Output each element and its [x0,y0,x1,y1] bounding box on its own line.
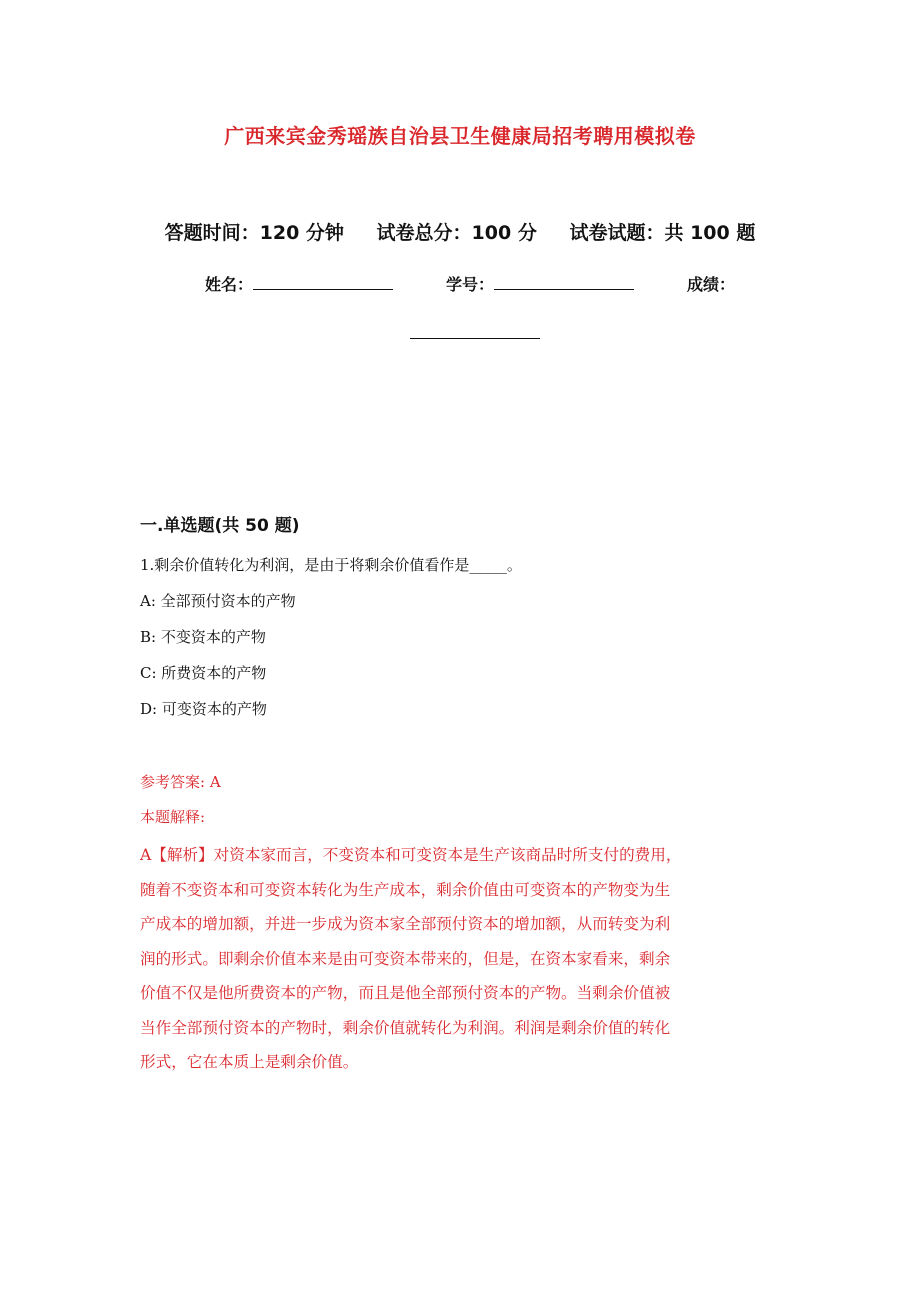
id-field [446,272,634,295]
page-title: 广西来宾金秀瑶族自治县卫生健康局招考聘用模拟卷 [224,124,696,148]
question-stem: 1.剩余价值转化为利润，是由于将剩余价值看作是_____。 [140,556,522,574]
name-field [205,272,393,295]
explanation-line: 产成本的增加额，并进一步成为资本家全部预付资本的增加额，从而转变为利 [140,915,671,933]
explanation [140,838,780,1080]
id-blank[interactable] [494,275,634,290]
exam-total-score: 试卷总分：100 分 [376,222,537,244]
option-a: A: 全部预付资本的产物 [140,592,296,610]
explanation-line: 当作全部预付资本的产物时，剩余价值就转化为利润。利润是剩余价值的转化 [140,1018,671,1037]
option-c: C: 所费资本的产物 [140,664,267,682]
option-b: B: 不变资本的产物 [140,628,266,646]
name-blank[interactable] [253,275,393,290]
exam-question-count: 试卷试题：共 100 题 [569,222,756,244]
explanation-line: 润的形式。即剩余价值本来是由可变资本带来的，但是，在资本家看来，剩余 [140,949,671,968]
id-label: 学号： [446,275,495,294]
name-label: 姓名： [205,275,254,294]
exam-time: 答题时间：120 分钟 [164,222,344,244]
reference-answer: 参考答案: A [140,773,221,791]
option-d: D: 可变资本的产物 [140,700,267,718]
exam-meta [0,218,920,245]
section-heading: 一.单选题(共 50 题) [140,516,300,536]
explanation-line: 价值不仅是他所费资本的产物，而且是他全部预付资本的产物。当剩余价值被 [140,984,671,1002]
explanation-line: 随着不变资本和可变资本转化为生产成本，剩余价值由可变资本的产物变为生 [140,880,671,899]
grade-field [687,272,735,295]
grade-blank[interactable] [410,338,540,339]
explanation-line: 形式，它在本质上是剩余价值。 [140,1053,359,1071]
explanation-line: A【解析】对资本家而言，不变资本和可变资本是生产该商品时所支付的费用， [140,846,682,864]
explain-label: 本题解释: [140,808,206,826]
grade-label: 成绩： [687,275,736,294]
